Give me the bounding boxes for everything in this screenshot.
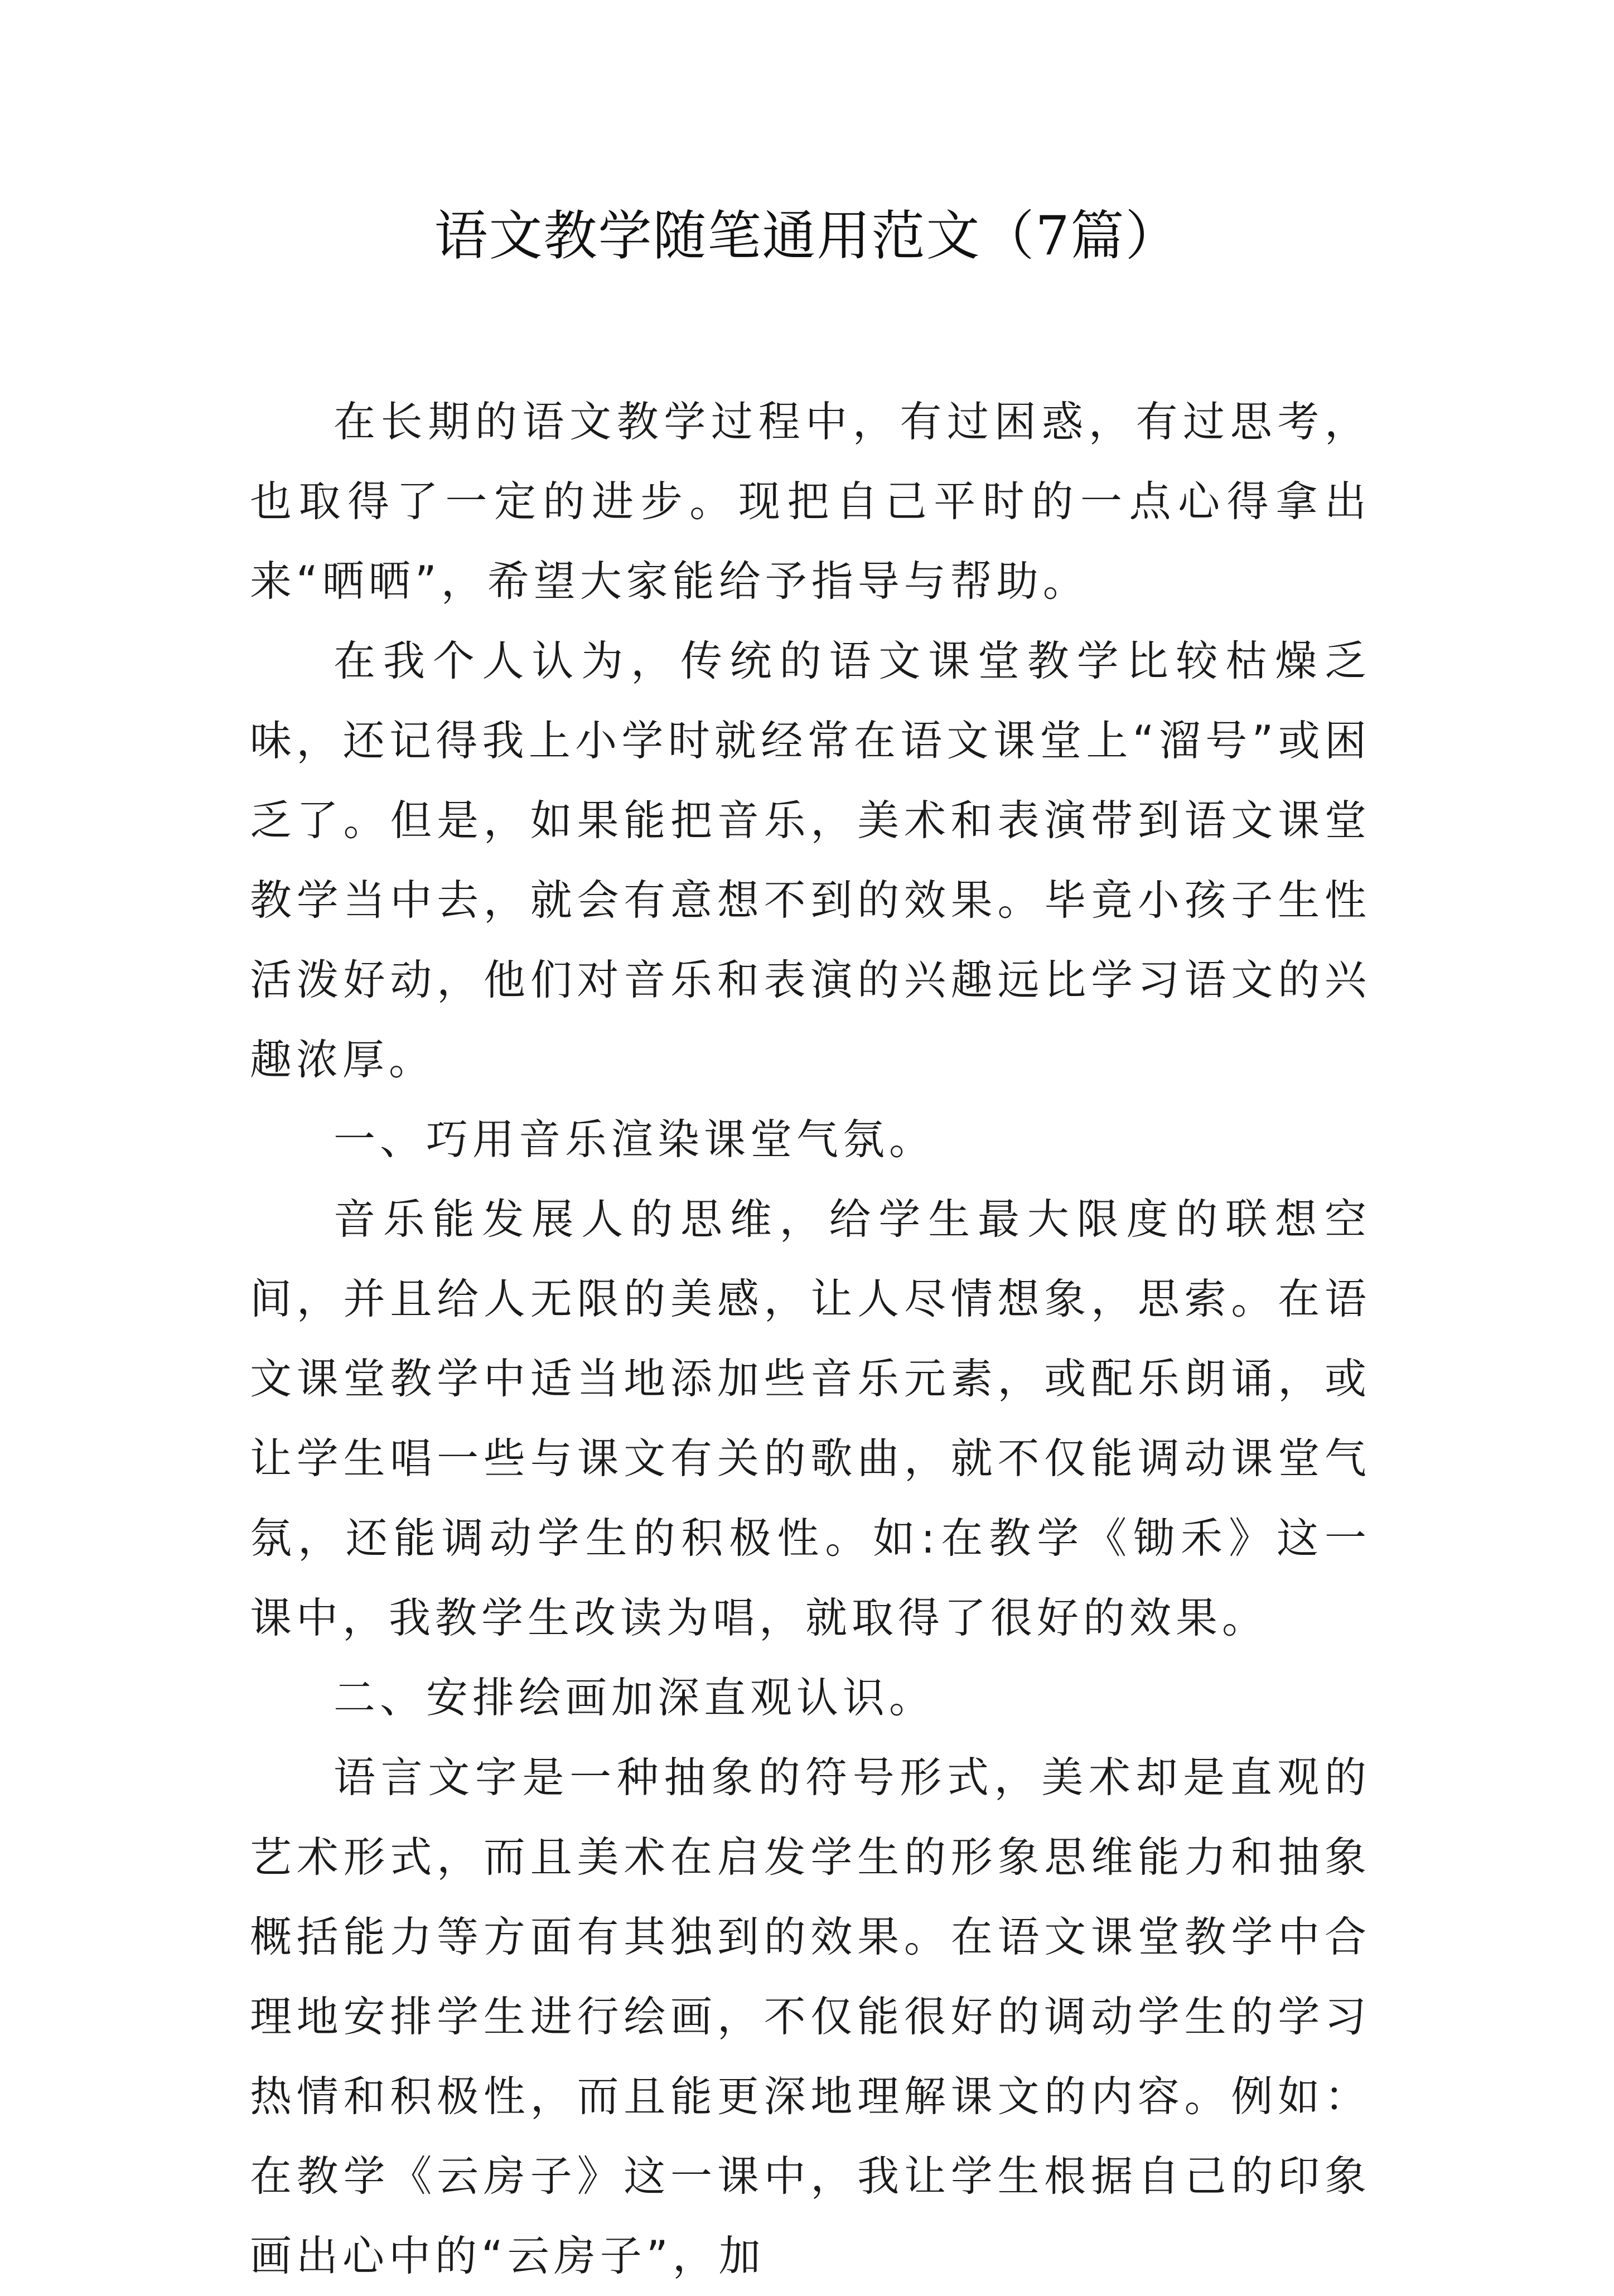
paragraph: 语言文字是一种抽象的符号形式，美术却是直观的艺术形式，而且美术在启发学生的形象思维能力和抽象概括能力等方面有其独到的效果。在语文课堂教学中合理地安排学生进行绘画，不仅能很好的调动学生的学习热情和积极性，而且能更深地理解课文的内容。例如：在教学《云房子》这一课中，我让学生根据自己的印象画出心中的“云房子”，加 <box>250 1753 1371 2280</box>
paragraph: 音乐能发展人的思维，给学生最大限度的联想空间，并且给人无限的美感，让人尽情想象，思索。在语文课堂教学中适当地添加些音乐元素，或配乐朗诵，或让学生唱一些与课文有关的歌曲，就不仅能调动课堂气氛，还能调动学生的积极性。如:在教学《锄禾》这一课中，我教学生改读为唱，就取得了很好的效果。 <box>250 1195 1371 1642</box>
paragraph: 在长期的语文教学过程中，有过困惑，有过思考，也取得了一定的进步。现把自己平时的一点心得拿出来“晒晒”，希望大家能给予指导与帮助。 <box>250 397 1371 606</box>
section-heading: 二、安排绘画加深直观认识。 <box>334 1673 936 1722</box>
document-body <box>250 382 1371 2296</box>
paragraph: 在我个人认为，传统的语文课堂教学比较枯燥乏味，还记得我上小学时就经常在语文课堂上“溜号”或困乏了。但是，如果能把音乐，美术和表演带到语文课堂教学当中去，就会有意想不到的效果。毕竟小孩子生性活泼好动，他们对音乐和表演的兴趣远比学习语文的兴趣浓厚。 <box>250 636 1371 1084</box>
document-title: 语文教学随笔通用范文（7篇） <box>434 205 1180 267</box>
section-heading: 一、巧用音乐渲染课堂气氛。 <box>334 1115 936 1164</box>
